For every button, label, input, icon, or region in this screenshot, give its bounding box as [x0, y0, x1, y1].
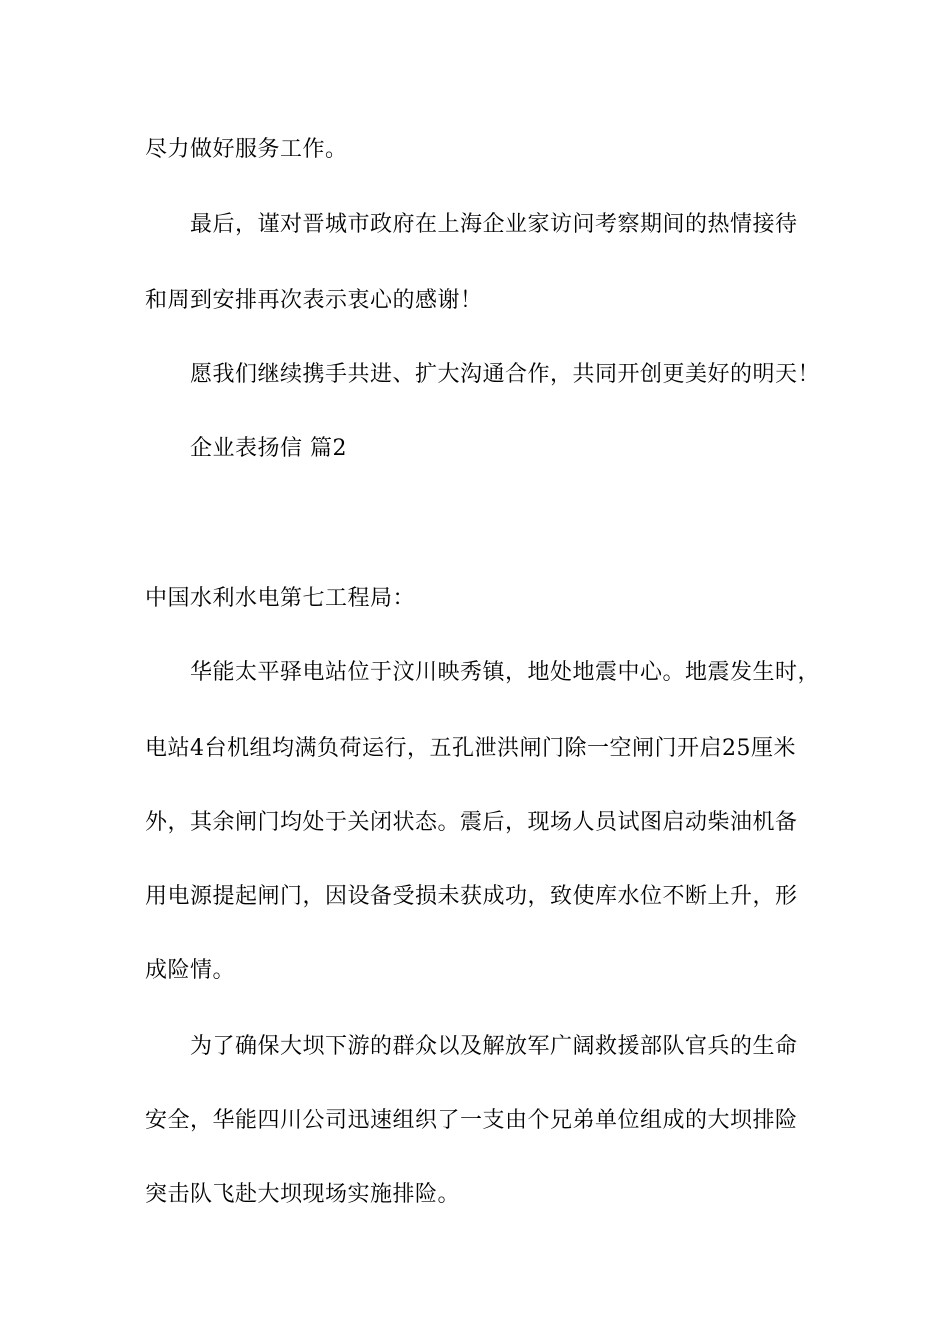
text-line-1: 尽力做好服务工作。 — [145, 137, 348, 162]
text-line-9: 外，其余闸门均处于关闭状态。震后，现场人员试图启动柴油机备 — [145, 810, 798, 835]
text-line-10: 用电源提起闸门，因设备受损未获成功，致使库水位不断上升，形 — [145, 884, 798, 909]
text-line-14: 突击队飞赴大坝现场实施排险。 — [145, 1182, 461, 1207]
text-line-8: 电站4台机组均满负荷运行，五孔泄洪闸门除一空闸门开启25厘米 — [145, 736, 796, 761]
text-line-4: 愿我们继续携手共进、扩大沟通合作，共同开创更美好的明天！ — [190, 362, 821, 387]
salutation: 中国水利水电第七工程局： — [145, 586, 416, 611]
section-heading: 企业表扬信 篇2 — [190, 436, 347, 461]
text-line-12: 为了确保大坝下游的群众以及解放军广阔救援部队官兵的生命 — [190, 1034, 798, 1059]
text-line-2: 最后，谨对晋城市政府在上海企业家访问考察期间的热情接待 — [190, 212, 798, 237]
text-line-13: 安全，华能四川公司迅速组织了一支由个兄弟单位组成的大坝排险 — [145, 1108, 798, 1133]
text-line-11: 成险情。 — [145, 958, 236, 983]
text-line-7: 华能太平驿电站位于汶川映秀镇，地处地震中心。地震发生时， — [190, 660, 821, 685]
text-line-3: 和周到安排再次表示衷心的感谢！ — [145, 288, 483, 313]
